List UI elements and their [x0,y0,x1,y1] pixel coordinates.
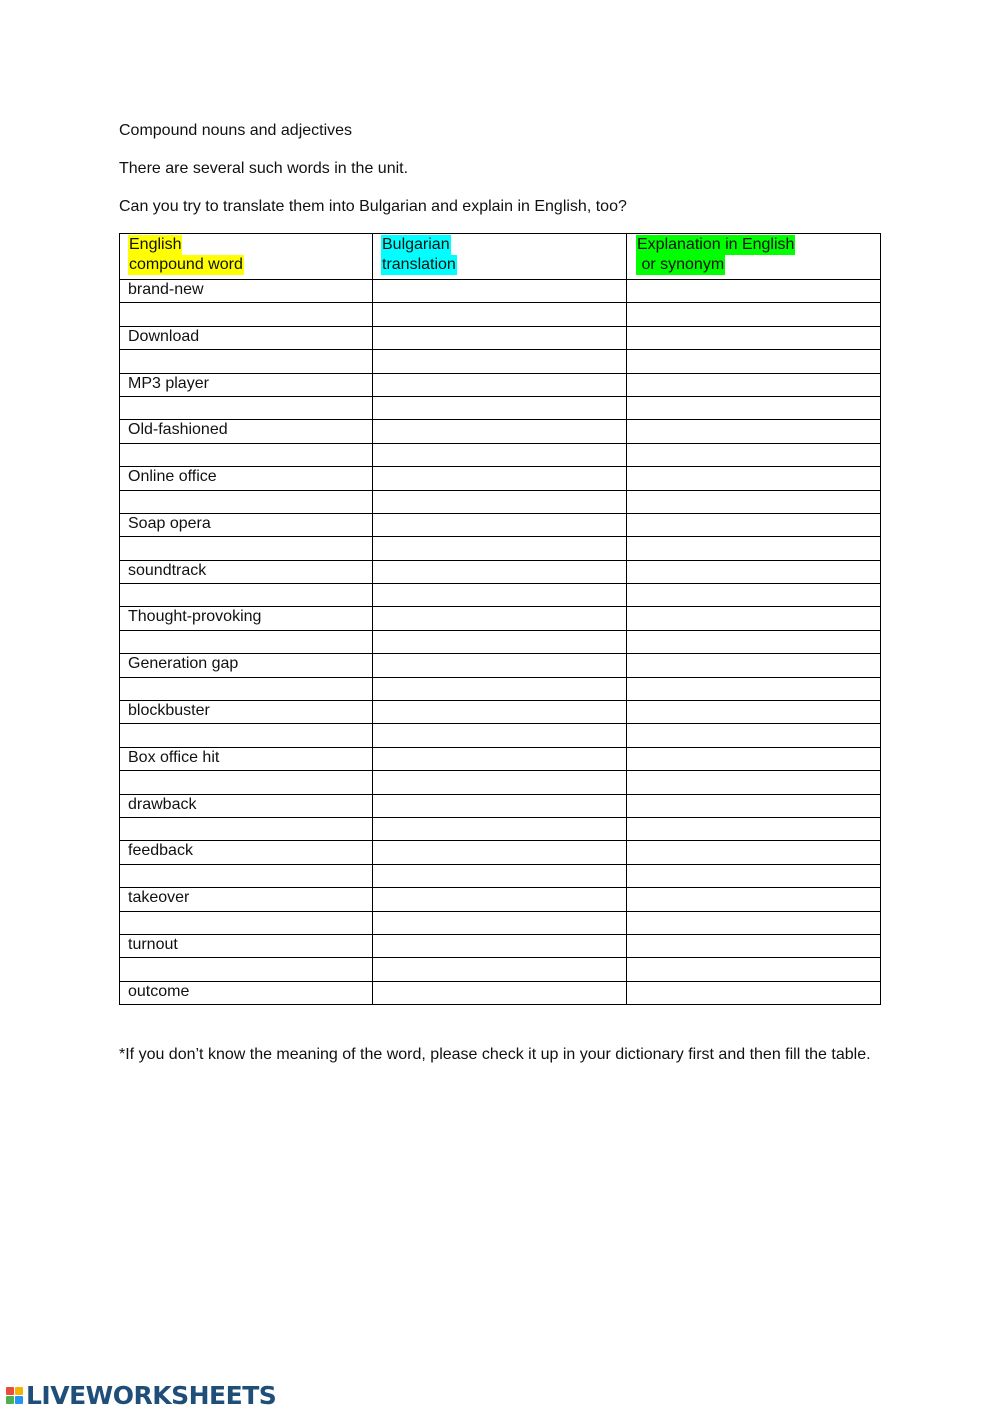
explanation-cell[interactable] [627,771,881,794]
english-word-cell: feedback [120,841,373,864]
explanation-cell[interactable] [627,864,881,887]
bulgarian-translation-cell[interactable] [373,747,627,770]
table-row [120,864,881,887]
bulgarian-translation-cell[interactable] [373,934,627,957]
english-word-cell: brand-new [120,280,373,303]
explanation-cell[interactable] [627,934,881,957]
header-english-line1: English [129,236,182,253]
english-word-cell [120,350,373,373]
english-word-cell: takeover [120,888,373,911]
table-row [120,443,881,466]
table-row [120,724,881,747]
table-row [120,981,881,1004]
table-row [120,630,881,653]
header-bulgarian [373,234,627,280]
explanation-cell[interactable] [627,490,881,513]
table-row [120,467,881,490]
explanation-cell[interactable] [627,654,881,677]
bulgarian-translation-cell[interactable] [373,607,627,630]
explanation-cell[interactable] [627,817,881,840]
english-word-cell: Download [120,326,373,349]
table-row [120,841,881,864]
explanation-cell[interactable] [627,701,881,724]
english-word-cell [120,630,373,653]
table-row [120,396,881,419]
english-word-cell [120,958,373,981]
liveworksheets-logo [6,1381,276,1409]
english-word-cell: Online office [120,467,373,490]
table-row [120,560,881,583]
english-word-cell [120,817,373,840]
header-english [120,234,373,280]
header-english-line2: compound word [129,256,243,273]
worksheet-title: Compound nouns and adjectives [119,122,353,139]
header-explanation [627,234,881,280]
explanation-cell[interactable] [627,584,881,607]
table-row [120,958,881,981]
bulgarian-translation-cell[interactable] [373,467,627,490]
explanation-cell[interactable] [627,373,881,396]
english-word-cell: Soap opera [120,513,373,536]
explanation-cell[interactable] [627,537,881,560]
header-bulgarian-line2: translation [382,256,456,273]
english-word-cell [120,303,373,326]
english-word-cell: Thought-provoking [120,607,373,630]
bulgarian-translation-cell[interactable] [373,958,627,981]
table-header-row [120,234,881,280]
explanation-cell[interactable] [627,607,881,630]
english-word-cell: Generation gap [120,654,373,677]
bulgarian-translation-cell[interactable] [373,817,627,840]
table-row [120,817,881,840]
table-row [120,677,881,700]
explanation-cell[interactable] [627,326,881,349]
explanation-cell[interactable] [627,420,881,443]
english-word-cell: soundtrack [120,560,373,583]
bulgarian-translation-cell[interactable] [373,677,627,700]
explanation-cell[interactable] [627,443,881,466]
header-bulgarian-line1: Bulgarian [382,236,450,253]
intro-line: There are several such words in the unit. [119,160,409,177]
explanation-cell[interactable] [627,794,881,817]
bulgarian-translation-cell[interactable] [373,841,627,864]
explanation-cell[interactable] [627,350,881,373]
header-explanation-line2: or synonym [637,256,725,273]
table-row [120,350,881,373]
bulgarian-translation-cell[interactable] [373,771,627,794]
bulgarian-translation-cell[interactable] [373,373,627,396]
english-word-cell [120,396,373,419]
english-word-cell: Old-fashioned [120,420,373,443]
bulgarian-translation-cell[interactable] [373,513,627,536]
table-row [120,584,881,607]
explanation-cell[interactable] [627,888,881,911]
english-word-cell [120,677,373,700]
bulgarian-translation-cell[interactable] [373,443,627,466]
table-row [120,888,881,911]
explanation-cell[interactable] [627,841,881,864]
english-word-cell: outcome [120,981,373,1004]
english-word-cell: turnout [120,934,373,957]
explanation-cell[interactable] [627,958,881,981]
bulgarian-translation-cell[interactable] [373,537,627,560]
english-word-cell [120,584,373,607]
english-word-cell [120,443,373,466]
instructions-line: Can you try to translate them into Bulgarian and explain in English, too? [119,198,627,215]
table-row [120,911,881,934]
table-row [120,537,881,560]
explanation-cell[interactable] [627,747,881,770]
bulgarian-translation-cell[interactable] [373,396,627,419]
bulgarian-translation-cell[interactable] [373,560,627,583]
table-row [120,607,881,630]
english-word-cell [120,864,373,887]
bulgarian-translation-cell[interactable] [373,280,627,303]
bulgarian-translation-cell[interactable] [373,490,627,513]
explanation-cell[interactable] [627,677,881,700]
bulgarian-translation-cell[interactable] [373,350,627,373]
explanation-cell[interactable] [627,911,881,934]
table-row [120,771,881,794]
explanation-cell[interactable] [627,513,881,536]
explanation-cell[interactable] [627,981,881,1004]
table-row [120,654,881,677]
table-row [120,513,881,536]
english-word-cell [120,911,373,934]
explanation-cell[interactable] [627,724,881,747]
table-row [120,794,881,817]
bulgarian-translation-cell[interactable] [373,981,627,1004]
explanation-cell[interactable] [627,303,881,326]
table-row [120,280,881,303]
compound-words-table [119,233,881,1005]
bulgarian-translation-cell[interactable] [373,630,627,653]
english-word-cell: blockbuster [120,701,373,724]
header-explanation-line1: Explanation in English [637,236,795,253]
explanation-cell[interactable] [627,396,881,419]
table-row [120,747,881,770]
bulgarian-translation-cell[interactable] [373,420,627,443]
logo-blocks-icon [6,1387,23,1404]
english-word-cell: drawback [120,794,373,817]
bulgarian-translation-cell[interactable] [373,724,627,747]
bulgarian-translation-cell[interactable] [373,326,627,349]
bulgarian-translation-cell[interactable] [373,864,627,887]
table-row [120,701,881,724]
bulgarian-translation-cell[interactable] [373,584,627,607]
english-word-cell [120,771,373,794]
bulgarian-translation-cell[interactable] [373,911,627,934]
bulgarian-translation-cell[interactable] [373,794,627,817]
logo-text: LIVEWORKSHEETS [26,1380,277,1410]
footnote: *If you don’t know the meaning of the word, please check it up in your dictionary first and then fill the table. [119,1046,871,1063]
table-row [120,490,881,513]
english-word-cell [120,537,373,560]
explanation-cell[interactable] [627,560,881,583]
english-word-cell: Box office hit [120,747,373,770]
table-row [120,326,881,349]
table-row [120,420,881,443]
english-word-cell: MP3 player [120,373,373,396]
explanation-cell[interactable] [627,467,881,490]
explanation-cell[interactable] [627,280,881,303]
bulgarian-translation-cell[interactable] [373,701,627,724]
table-row [120,373,881,396]
bulgarian-translation-cell[interactable] [373,888,627,911]
bulgarian-translation-cell[interactable] [373,303,627,326]
table-row [120,303,881,326]
bulgarian-translation-cell[interactable] [373,654,627,677]
english-word-cell [120,724,373,747]
explanation-cell[interactable] [627,630,881,653]
table-row [120,934,881,957]
english-word-cell [120,490,373,513]
